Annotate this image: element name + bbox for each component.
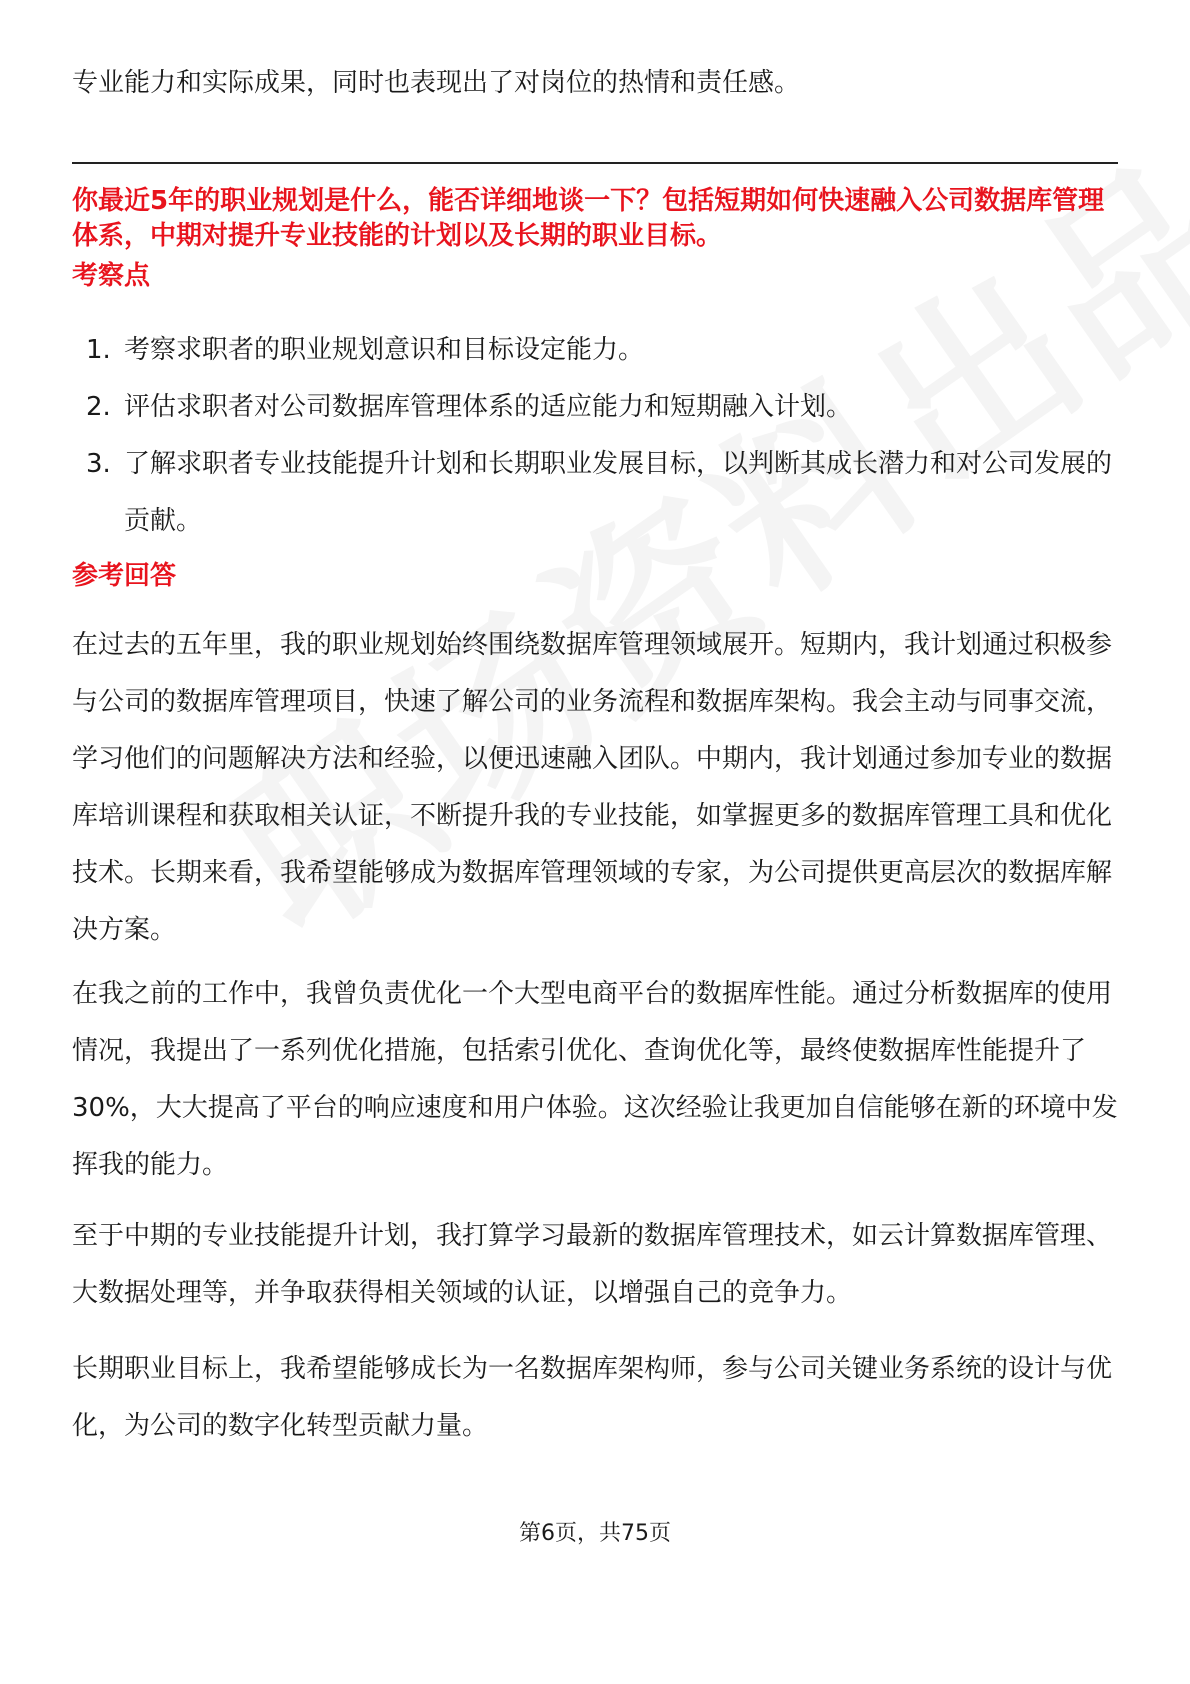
page-number: 第6页，共75页: [519, 1521, 671, 1546]
list-item-text: 了解求职者专业技能提升计划和长期职业发展目标，以判断其成长潜力和对公司发展的贡献。: [124, 449, 1113, 536]
answer-paragraph: 至于中期的专业技能提升计划，我打算学习最新的数据库管理技术，如云计算数据库管理、大数据处理等，并争取获得相关领域的认证，以增强自己的竞争力。: [72, 1221, 1113, 1308]
document-page: [72, 0, 1118, 1684]
list-number: 1.: [86, 335, 111, 365]
list-number: 2.: [86, 392, 111, 422]
answer-heading: 参考回答: [72, 561, 177, 591]
list-number: 3.: [86, 449, 111, 479]
section-divider: [72, 162, 1118, 164]
assessment-heading: 考察点: [72, 261, 151, 291]
assessment-list: [72, 322, 1118, 550]
question-title: 你最近5年的职业规划是什么，能否详细地谈一下？包括短期如何快速融入公司数据库管理体系，中期对提升专业技能的计划以及长期的职业目标。: [72, 186, 1105, 251]
list-item-text: 考察求职者的职业规划意识和目标设定能力。: [124, 335, 645, 365]
intro-paragraph: 专业能力和实际成果，同时也表现出了对岗位的热情和责任感。: [72, 68, 801, 98]
list-item-text: 评估求职者对公司数据库管理体系的适应能力和短期融入计划。: [124, 392, 853, 422]
answer-paragraph: 长期职业目标上，我希望能够成长为一名数据库架构师，参与公司关键业务系统的设计与优化，为公司的数字化转型贡献力量。: [72, 1354, 1113, 1441]
answer-paragraph: 在我之前的工作中，我曾负责优化一个大型电商平台的数据库性能。通过分析数据库的使用情况，我提出了一系列优化措施，包括索引优化、查询优化等，最终使数据库性能提升了30%，大大提高了平台的响应速度和用户体验。这次经验让我更加自信能够在新的环境中发挥我的能力。: [72, 979, 1118, 1180]
assessment-item: [72, 322, 1118, 379]
answer-paragraph: 在过去的五年里，我的职业规划始终围绕数据库管理领域展开。短期内，我计划通过积极参与公司的数据库管理项目，快速了解公司的业务流程和数据库架构。我会主动与同事交流，学习他们的问题解决方法和经验，以便迅速融入团队。中期内，我计划通过参加专业的数据库培训课程和获取相关认证，不断提升我的专业技能，如掌握更多的数据库管理工具和优化技术。长期来看，我希望能够成为数据库管理领域的专家，为公司提供更高层次的数据库解决方案。: [72, 630, 1113, 945]
assessment-item: [72, 436, 1118, 550]
assessment-item: [72, 379, 1118, 436]
